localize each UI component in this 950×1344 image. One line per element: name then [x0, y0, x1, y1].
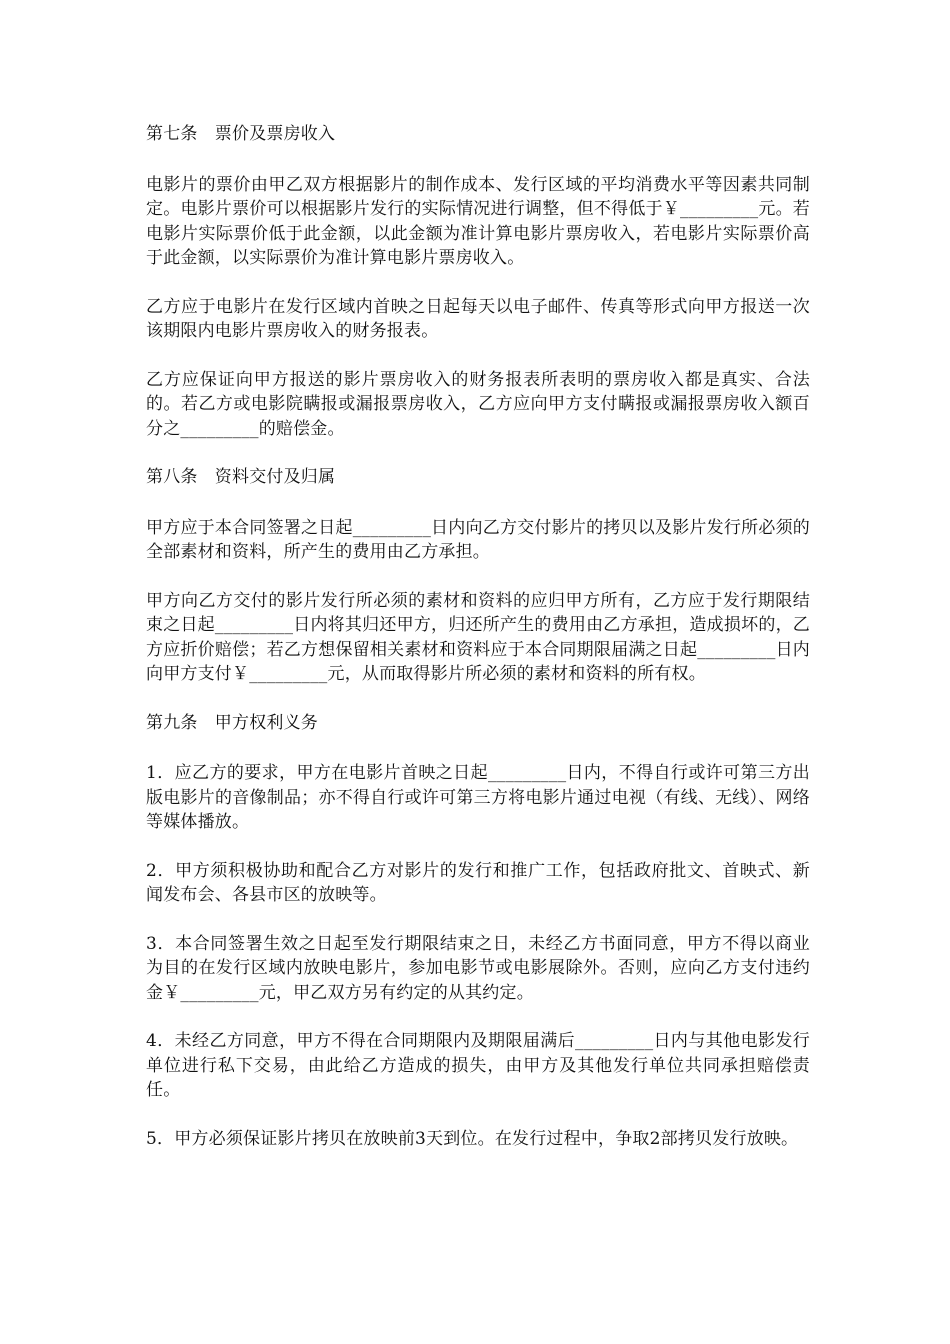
section-heading-article-8: 第八条 资料交付及归属 [146, 467, 336, 487]
document-page [146, 122, 810, 1175]
list-item-5: 5．甲方必须保证影片拷贝在放映前3天到位。在发行过程中，争取2部拷贝发行放映。 [146, 1128, 799, 1149]
section-heading-article-9: 第九条 甲方权利义务 [146, 712, 318, 733]
list-item-2: 2．甲方须积极协助和配合乙方对影片的发行和推广工作，包括政府批文、首映式、新闻发布会、各县市区的放映等。 [146, 860, 810, 905]
paragraph-daily-report: 乙方应于电影片在发行区域内首映之日起每天以电子邮件、传真等形式向甲方报送一次该期限内电影片票房收入的财务报表。 [146, 296, 810, 341]
list-item-4: 4．未经乙方同意，甲方不得在合同期限内及期限届满后_________日内与其他电影发行单位进行私下交易，由此给乙方造成的损失，由甲方及其他发行单位共同承担赔偿责任。 [146, 1031, 810, 1100]
paragraph-material-delivery: 甲方应于本合同签署之日起_________日内向乙方交付影片的拷贝以及影片发行所必须的全部素材和资料，所产生的费用由乙方承担。 [146, 517, 810, 562]
paragraph-ticket-price: 电影片的票价由甲乙双方根据影片的制作成本、发行区域的平均消费水平等因素共同制定。电影片票价可以根据影片发行的实际情况进行调整，但不得低于￥_________元。若电影片实际票价低于此金额，以此金额为准计算电影片票房收入，若电影片实际票价高于此金额，以实际票价为准计算电影片票房收入。 [146, 174, 810, 268]
section-heading-article-7: 第七条 票价及票房收入 [146, 124, 336, 144]
paragraph-report-accuracy: 乙方应保证向甲方报送的影片票房收入的财务报表所表明的票房收入都是真实、合法的。若乙方或电影院瞒报或漏报票房收入，乙方应向甲方支付瞒报或漏报票房收入额百分之_________的赔偿金。 [146, 369, 810, 439]
list-item-1: 1．应乙方的要求，甲方在电影片首映之日起_________日内，不得自行或许可第三方出版电影片的音像制品；亦不得自行或许可第三方将电影片通过电视（有线、无线）、网络等媒体播放。 [146, 763, 810, 832]
paragraph-material-ownership: 甲方向乙方交付的影片发行所必须的素材和资料的应归甲方所有，乙方应于发行期限结束之日起_________日内将其归还甲方，归还所产生的费用由乙方承担，造成损坏的，乙方应折价赔偿；若乙方想保留相关素材和资料应于本合同期限届满之日起_________日内向甲方支付￥_________元，从而取得影片所必须的素材和资料的所有权。 [146, 590, 810, 684]
list-item-3: 3．本合同签署生效之日起至发行期限结束之日，未经乙方书面同意，甲方不得以商业为目的在发行区域内放映电影片，参加电影节或电影展除外。否则，应向乙方支付违约金￥_________元，甲乙双方另有约定的从其约定。 [146, 933, 810, 1003]
